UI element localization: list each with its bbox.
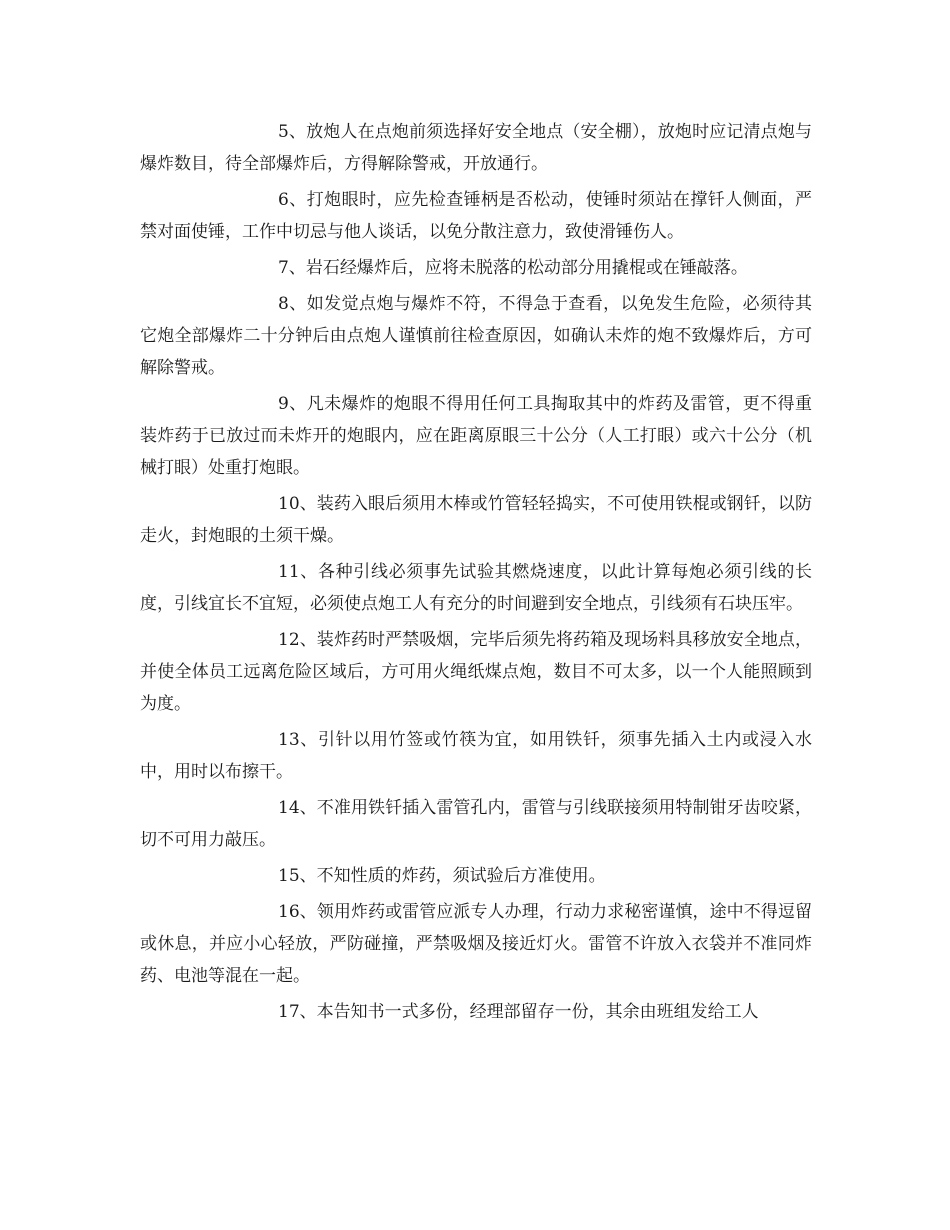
document-page (140, 116, 812, 1032)
rule-item-17: 17、本告知书一式多份，经理部留存一份，其余由班组发给工人 (278, 1002, 759, 1022)
rule-item-10: 10、装药入眼后须用木棒或竹管轻轻捣实，不可使用铁棍或钢钎，以防走火，封炮眼的土须干燥。 (140, 494, 812, 546)
rule-item-11: 11、各种引线必须事先试验其燃烧速度，以此计算每炮必须引线的长度，引线宜长不宜短，必须使点炮工人有充分的时间避到安全地点，引线须有石块压牢。 (140, 562, 812, 614)
rule-item-12: 12、装炸药时严禁吸烟，完毕后须先将药箱及现场料具移放安全地点，并使全体员工远离危险区域后，方可用火绳纸煤点炮，数目不可太多，以一个人能照顾到为度。 (140, 630, 812, 714)
rule-item-9: 9、凡未爆炸的炮眼不得用任何工具掏取其中的炸药及雷管，更不得重装炸药于已放过而未炸开的炮眼内，应在距离原眼三十公分（人工打眼）或六十公分（机械打眼）处重打炮眼。 (140, 394, 812, 478)
rule-item-7: 7、岩石经爆炸后，应将未脱落的松动部分用撬棍或在锤敲落。 (278, 258, 748, 278)
rule-item-6: 6、打炮眼时，应先检查锤柄是否松动，使锤时须站在撑钎人侧面，严禁对面使锤，工作中切忌与他人谈话，以免分散注意力，致使滑锤伤人。 (140, 190, 812, 242)
rule-item-15: 15、不知性质的炸药，须试验后方准使用。 (278, 866, 606, 886)
rule-item-16: 16、领用炸药或雷管应派专人办理，行动力求秘密谨慎，途中不得逗留或休息，并应小心轻放，严防碰撞，严禁吸烟及接近灯火。雷管不许放入衣袋并不准同炸药、电池等混在一起。 (140, 902, 812, 986)
rule-item-13: 13、引针以用竹签或竹筷为宜，如用铁钎，须事先插入土内或浸入水中，用时以布擦干。 (140, 730, 812, 782)
rule-item-14: 14、不准用铁钎插入雷管孔内，雷管与引线联接须用特制钳牙齿咬紧，切不可用力敲压。 (140, 798, 812, 850)
rule-item-5: 5、放炮人在点炮前须选择好安全地点（安全棚），放炮时应记清点炮与爆炸数目，待全部爆炸后，方得解除警戒，开放通行。 (140, 122, 812, 174)
rule-item-8: 8、如发觉点炮与爆炸不符，不得急于查看，以免发生危险，必须待其它炮全部爆炸二十分钟后由点炮人谨慎前往检查原因，如确认未炸的炮不致爆炸后，方可解除警戒。 (140, 294, 812, 378)
